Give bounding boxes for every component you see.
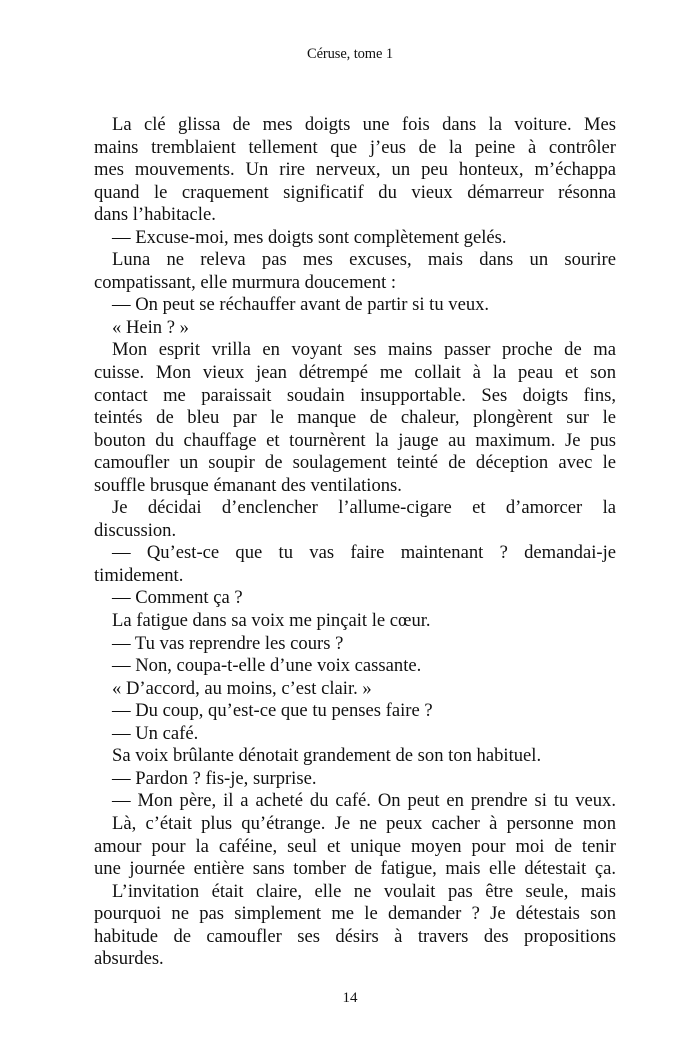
text-line: — Qu’est-ce que tu vas faire maintenant ? demandai-je xyxy=(112,542,616,564)
text-line: teintés de bleu par le manque de chaleur, plongèrent sur le xyxy=(94,407,616,429)
text-line: bouton du chauffage et tournèrent la jauge au maximum. Je pus xyxy=(94,429,616,451)
text-line: — Excuse-moi, mes doigts sont complètement gelés. xyxy=(112,226,507,248)
text-line: La clé glissa de mes doigts une fois dans la voiture. Mes xyxy=(112,114,616,135)
text-line: amour pour la caféine, seul et unique moyen pour moi de tenir xyxy=(94,835,616,857)
text-line: timidement. xyxy=(94,564,184,586)
text-line: « Hein ? » xyxy=(112,316,189,338)
text-line: dans l’habitacle. xyxy=(94,204,216,226)
text-line: — Un café. xyxy=(112,722,199,744)
text-line: Là, c’était plus qu’étrange. Je ne peux cacher à personne mon xyxy=(112,812,616,834)
text-line: absurdes. xyxy=(94,948,164,970)
text-line: L’invitation était claire, elle ne voulait pas être seule, mais xyxy=(112,880,616,902)
text-line: mains tremblaient tellement que j’eus de la peine à contrôler xyxy=(94,136,616,158)
text-line: — Mon père, il a acheté du café. On peut en prendre si tu veux. xyxy=(112,790,616,812)
text-line: « D’accord, au moins, c’est clair. » xyxy=(112,677,372,699)
text-line: mes mouvements. Un rire nerveux, un peu honteux, m’échappa xyxy=(94,159,616,181)
page-number: 14 xyxy=(342,990,358,1006)
text-line: — On peut se réchauffer avant de partir si tu veux. xyxy=(112,294,490,316)
running-header: Céruse, tome 1 xyxy=(307,46,393,62)
text-line: — Tu vas reprendre les cours ? xyxy=(112,632,344,654)
text-line: camoufler un soupir de soulagement teinté de déception avec le xyxy=(94,452,616,474)
text-line: — Non, coupa-t-elle d’une voix cassante. xyxy=(112,655,422,677)
text-line: quand le craquement significatif du vieux démarreur résonna xyxy=(94,181,616,203)
text-line: pourquoi ne pas simplement me le demander ? Je détestais son xyxy=(94,903,616,925)
text-line: cuisse. Mon vieux jean détrempé me collait à la peau et son xyxy=(94,362,616,384)
text-line: — Du coup, qu’est-ce que tu penses faire ? xyxy=(112,700,433,722)
text-line: compatissant, elle murmura doucement : xyxy=(94,271,397,293)
text-line: La fatigue dans sa voix me pinçait le cœur. xyxy=(112,610,431,632)
text-line: une journée entière sans tomber de fatigue, mais elle détestait ça. xyxy=(94,858,616,880)
text-line: contact me paraissait soudain insupportable. Ses doigts fins, xyxy=(94,384,616,406)
text-line: Luna ne releva pas mes excuses, mais dans un sourire xyxy=(112,249,616,271)
text-line: discussion. xyxy=(94,519,177,541)
text-line: — Pardon ? fis-je, surprise. xyxy=(112,767,317,789)
text-line: — Comment ça ? xyxy=(112,587,243,609)
text-line: habitude de camoufler ses désirs à travers des propositions xyxy=(94,925,616,947)
page-body-text xyxy=(94,114,616,971)
text-line: souffle brusque émanant des ventilations. xyxy=(94,474,402,496)
text-line: Sa voix brûlante dénotait grandement de son ton habituel. xyxy=(112,745,542,767)
text-line: Mon esprit vrilla en voyant ses mains passer proche de ma xyxy=(112,339,616,361)
text-line: Je décidai d’enclencher l’allume-cigare et d’amorcer la xyxy=(112,497,616,519)
